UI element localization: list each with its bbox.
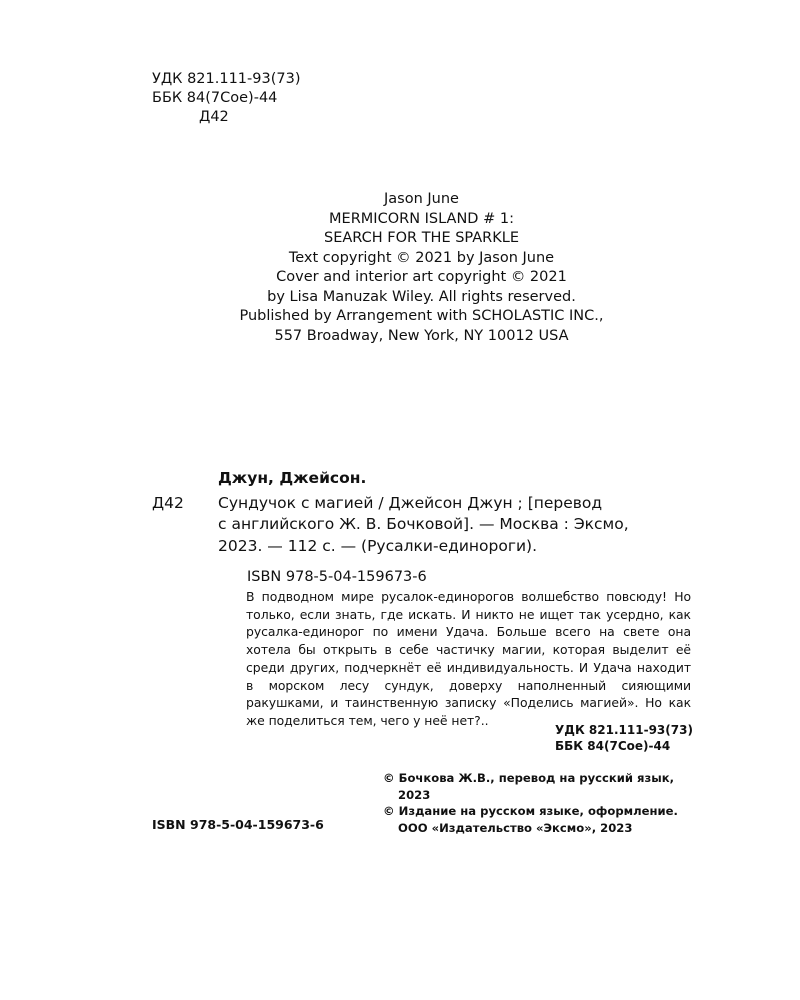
udk-code: УДК 821.111-93(73): [152, 71, 301, 87]
catalog-isbn: ISBN 978-5-04-159673-6: [247, 569, 427, 585]
catalog-card: [152, 468, 692, 589]
original-copyright-line: Cover and interior art copyright © 2021: [276, 269, 567, 285]
original-copyright-line: Published by Arrangement with SCHOLASTIC INC.,: [239, 308, 604, 324]
catalog-description-line: 2023. — 112 с. — (Русалки-единороги).: [218, 536, 538, 555]
annotation-bbk: ББК 84(7Сое)-44: [555, 739, 671, 753]
translation-copyright: © Бочкова Ж.В., перевод на русский язык,: [383, 771, 674, 785]
translation-copyright-year: 2023: [398, 787, 431, 802]
original-title-line-1: MERMICORN ISLAND # 1:: [329, 210, 514, 227]
original-title-line-2: SEARCH FOR THE SPARKLE: [323, 230, 519, 246]
original-copyright-line: Text copyright © 2021 by Jason June: [288, 249, 555, 266]
edition-copyright: © Издание на русском языке, оформление.: [383, 804, 678, 818]
catalog-author-heading: Джун, Джейсон.: [218, 469, 367, 487]
publisher-copyright: ООО «Издательство «Эксмо», 2023: [398, 820, 633, 835]
classification-block: [152, 70, 300, 127]
catalog-description-line: Сундучок с магией / Джейсон Джун ; [перевод: [218, 493, 603, 512]
original-edition-block: [0, 190, 800, 346]
isbn-footer: ISBN 978-5-04-159673-6: [152, 817, 324, 832]
original-copyright-line: 557 Broadway, New York, NY 10012 USA: [274, 327, 569, 344]
author-mark: Д42: [199, 109, 229, 125]
annotation-codes: [555, 722, 693, 754]
catalog-description: [152, 493, 692, 558]
bbk-code: ББК 84(7Сое)-44: [152, 90, 278, 106]
original-author: Jason June: [384, 191, 459, 207]
original-copyright-line: by Lisa Manuzak Wiley. All rights reserved.: [267, 288, 576, 305]
catalog-description-line: с английского Ж. В. Бочковой]. — Москва : Эксмо,: [218, 515, 629, 533]
annotation-udk: УДК 821.111-93(73): [555, 723, 693, 737]
catalog-author-mark: Д42: [152, 493, 184, 512]
annotation-text: В подводном мире русалок-единорогов волшебство повсюду! Но только, если знать, где искать. И никто не ищет так усердно, как русалка-единорог по имени Удача. Больше всего на свете она хотела бы открыть в себе частичку магии, которая выделит её среди других, подчеркнёт её индивидуальность. И Удача находит в морском лесу сундук, доверху наполненный сияющими ракушками, и таинственную записку «Поделись магией». Но как же поделиться тем, чего у неё нет?..: [246, 589, 691, 728]
copyright-notices: [383, 770, 713, 836]
